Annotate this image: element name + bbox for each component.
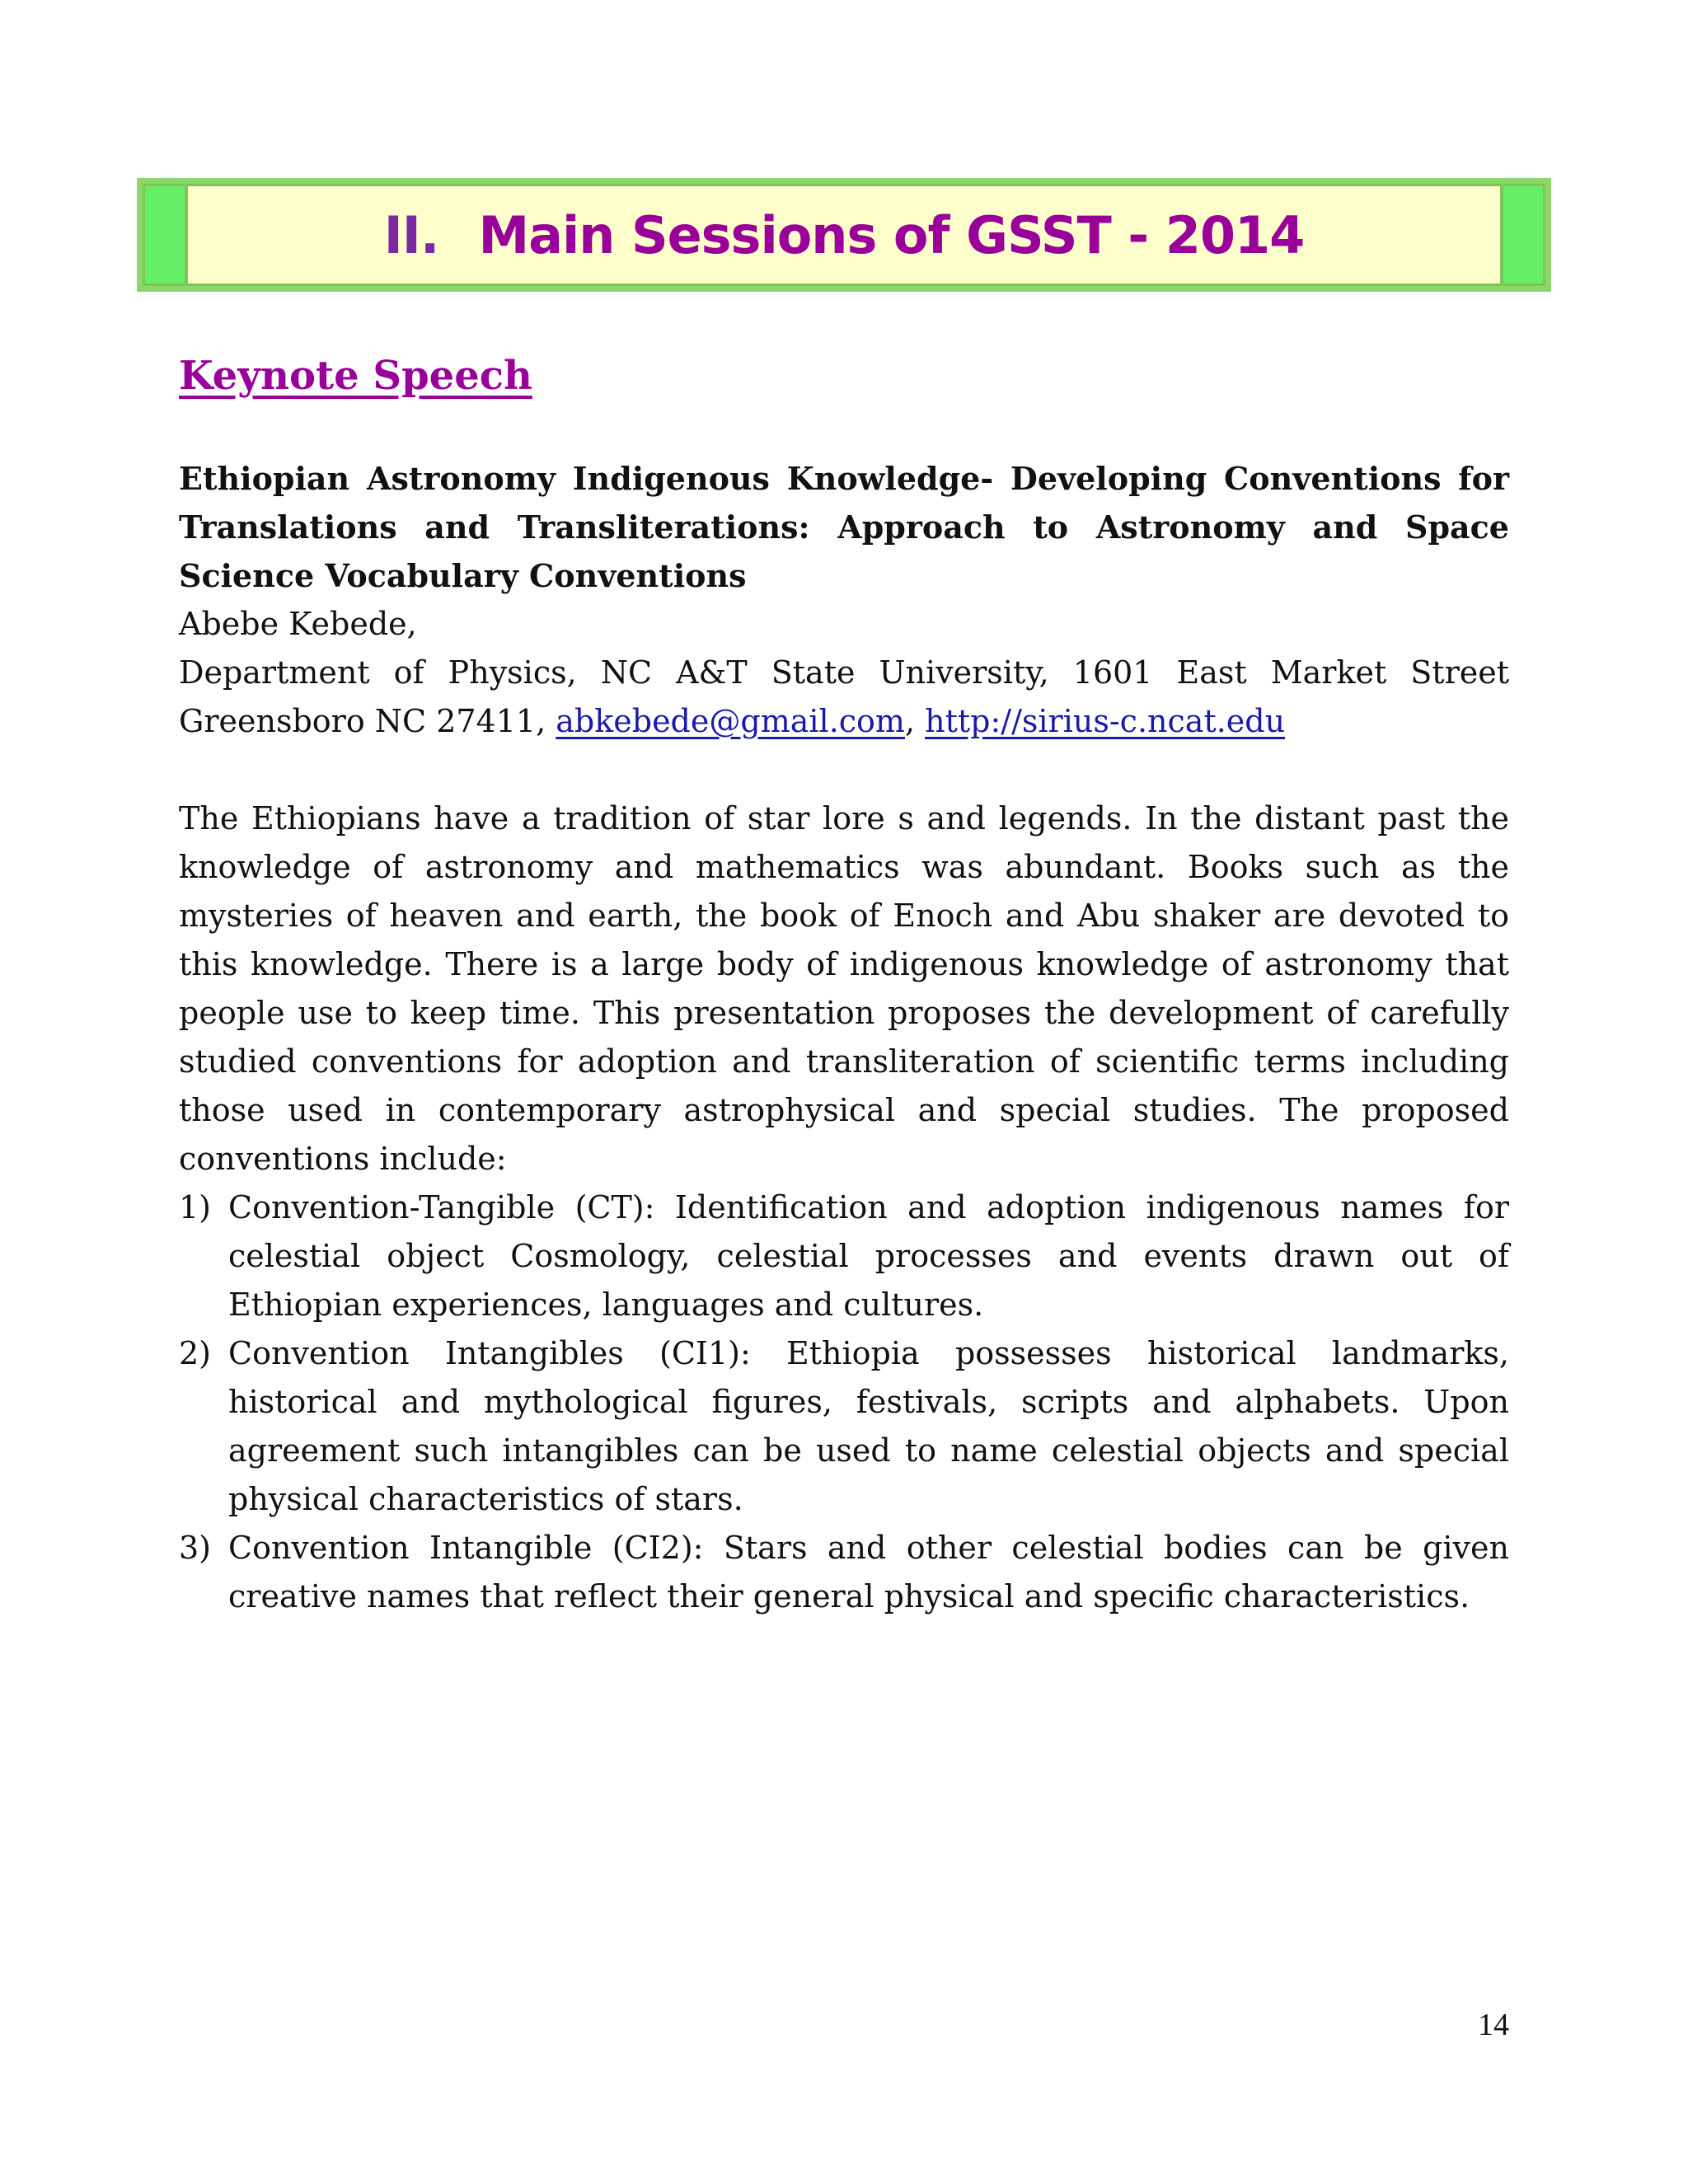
list-item — [179, 1183, 1509, 1329]
list-item-number: 2) — [179, 1335, 212, 1371]
banner-title — [384, 205, 1305, 265]
banner-title-text: Main Sessions of GSST - 2014 — [478, 204, 1305, 265]
email-link[interactable]: abkebede@gmail.com — [556, 703, 905, 739]
list-item — [179, 1524, 1509, 1621]
list-item-text: Convention Intangibles (CI1): Ethiopia possesses historical landmarks, historical and mythological figures, festivals, scripts and alphabets. Upon agreement such intangibles can be used to name celestial objects and special physical characteristics of stars. — [228, 1335, 1509, 1517]
banner-section-number: II. — [383, 204, 439, 265]
paper-title: Ethiopian Astronomy Indigenous Knowledge- Developing Conventions for Translations and Transliterations: Approach to Astronomy and Space Science Vocabulary Conventions — [179, 460, 1509, 594]
keynote-heading: Keynote Speech — [179, 353, 532, 399]
affiliation-line-1: Department of Physics, NC A&T State University, 1601 East Market Street — [179, 654, 1509, 691]
list-item-text: Convention Intangible (CI2): Stars and other celestial bodies can be given creative names that reflect their general physical and specific characteristics. — [228, 1530, 1509, 1615]
author-block — [179, 600, 1509, 746]
author-name: Abebe Kebede, — [179, 606, 417, 642]
list-item-text: Convention-Tangible (CT): Identification and adoption indigenous names for celestial object Cosmology, celestial processes and events drawn out of Ethiopian experiences, languages and cultures. — [228, 1189, 1509, 1323]
list-item-number: 1) — [179, 1189, 212, 1226]
affiliation-address: Greensboro NC 27411, — [179, 703, 556, 739]
abstract-paragraph: The Ethiopians have a tradition of star lore s and legends. In the distant past the knowledge of astronomy and mathematics was abundant. Books such as the mysteries of heaven and earth, the book of Enoch and Abu shaker are devoted to this knowledge. There is a large body of indigenous knowledge of astronomy that people use to keep time. This presentation proposes the development of carefully studied conventions for adoption and transliteration of scientific terms including those used in contemporary astrophysical and special studies. The proposed conventions include: — [179, 800, 1509, 1177]
section-banner — [137, 178, 1551, 292]
banner-title-panel — [185, 186, 1503, 284]
banner-frame — [143, 184, 1545, 286]
website-link[interactable]: http://sirius-c.ncat.edu — [925, 703, 1286, 739]
page-number: 14 — [1478, 2008, 1509, 2042]
conventions-list — [179, 1183, 1509, 1621]
affiliation-line-2 — [179, 697, 1509, 746]
link-separator: , — [904, 703, 926, 739]
list-item-number: 3) — [179, 1530, 212, 1566]
list-item — [179, 1329, 1509, 1524]
